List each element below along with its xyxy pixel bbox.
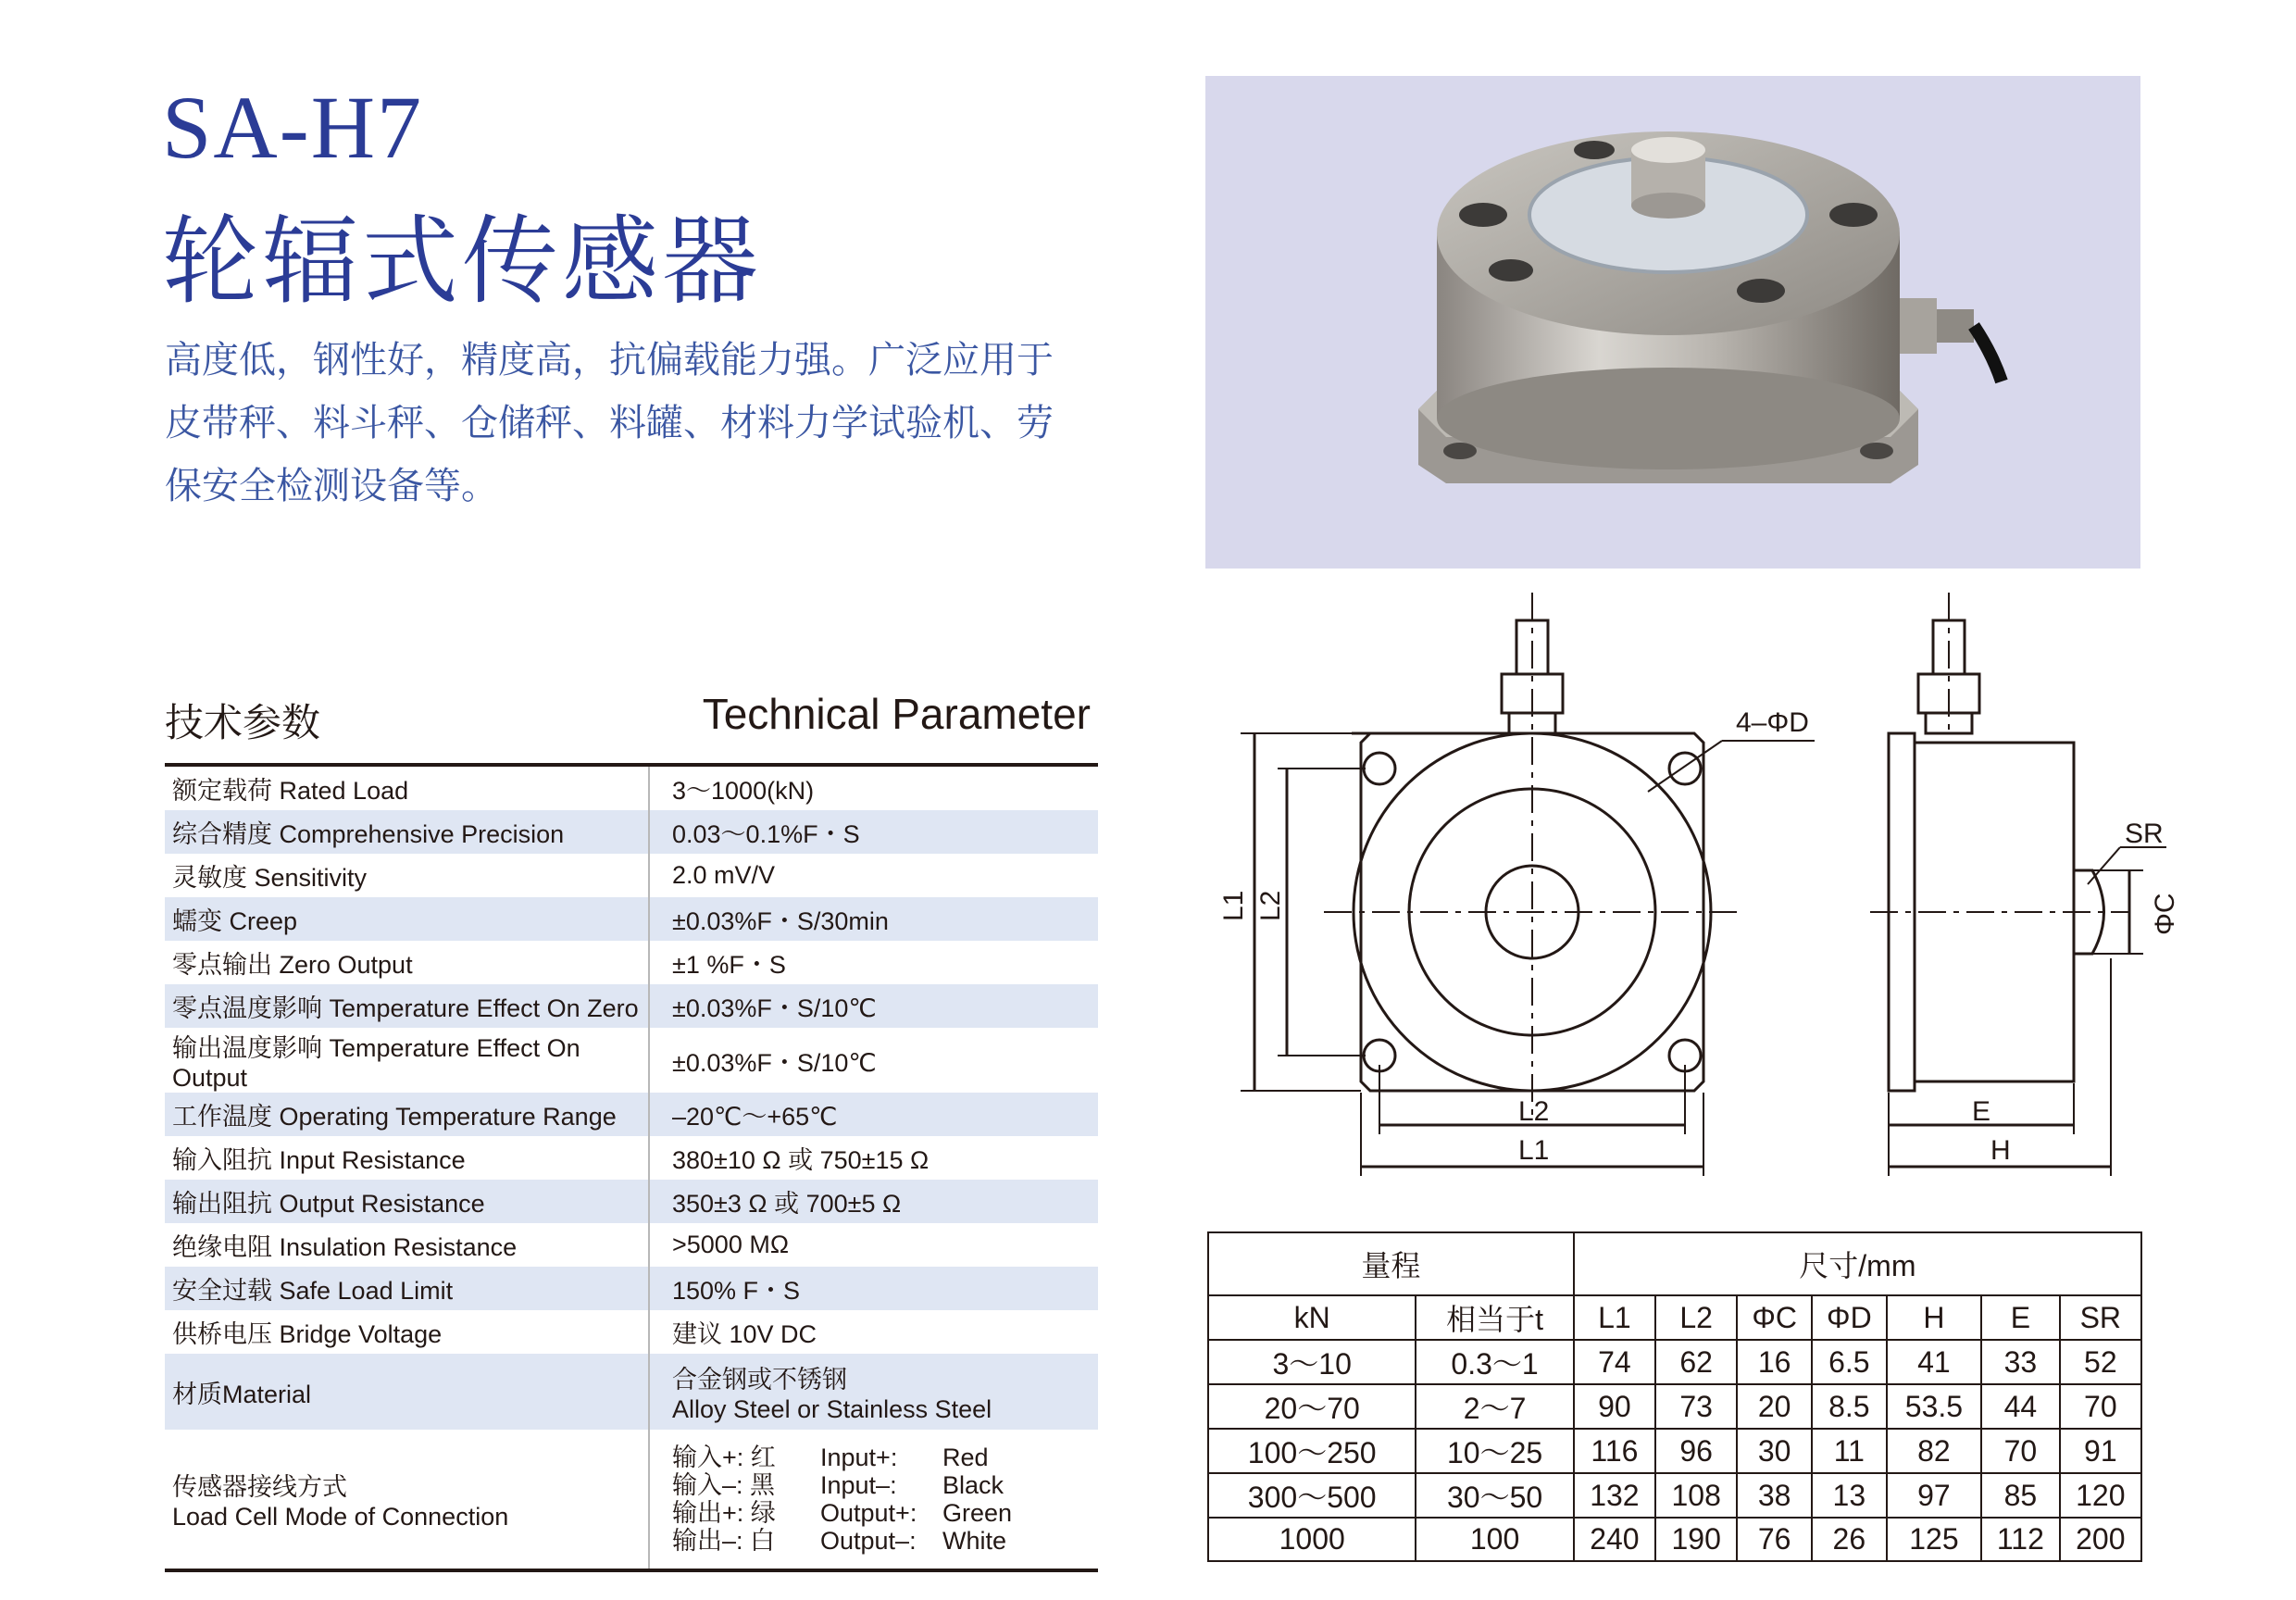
table-cell: 240	[1574, 1518, 1655, 1561]
load-cell-image	[1205, 76, 2140, 569]
wire-en: Output–:	[820, 1527, 917, 1555]
column-header: L1	[1574, 1295, 1655, 1340]
table-cell: 53.5	[1887, 1384, 1981, 1429]
table-cell: 30	[1737, 1429, 1812, 1473]
dim-group-header	[1208, 1232, 2141, 1295]
dim-SR: SR	[2125, 819, 2164, 849]
column-header: H	[1887, 1295, 1981, 1340]
wiring-label	[165, 1430, 649, 1570]
wire-cn: 输入+: 红	[672, 1444, 776, 1471]
param-row	[165, 1093, 1098, 1136]
dim-L2-horizontal: L2	[1518, 1096, 1550, 1127]
table-cell: 16	[1737, 1340, 1812, 1384]
table-cell: 125	[1887, 1518, 1981, 1561]
table-cell: 11	[1812, 1429, 1887, 1473]
front-view	[1241, 593, 1815, 1176]
wire-cn: 输出–: 白	[672, 1527, 776, 1555]
side-view	[1870, 593, 2166, 1176]
table-cell: 38	[1737, 1473, 1812, 1518]
description-line: 保安全检测设备等。	[165, 465, 498, 507]
table-cell: 70	[1981, 1429, 2059, 1473]
column-header: kN	[1208, 1295, 1416, 1340]
wire-en: Input–:	[820, 1471, 897, 1499]
table-row	[1208, 1384, 2141, 1429]
dimension-table	[1207, 1231, 2142, 1562]
wire-color: Black	[942, 1471, 1004, 1499]
wire-en: Output+:	[820, 1499, 917, 1527]
wiring-label-cn: 传感器接线方式	[172, 1473, 347, 1501]
param-row	[165, 1310, 1098, 1354]
column-header: L2	[1655, 1295, 1737, 1340]
size-group-header: 尺寸/mm	[1574, 1232, 2141, 1295]
table-cell: 8.5	[1812, 1384, 1887, 1429]
param-row	[165, 941, 1098, 984]
param-value: 0.03～0.1%F・S	[649, 810, 1098, 854]
param-value: ±0.03%F・S/30min	[649, 897, 1098, 941]
param-row	[165, 1180, 1098, 1223]
param-label: 绝缘电阻 Insulation Resistance	[165, 1223, 649, 1267]
table-cell: 74	[1574, 1340, 1655, 1384]
model-title: SA-H7	[162, 78, 424, 177]
table-cell: 62	[1655, 1340, 1737, 1384]
table-cell: 3～10	[1208, 1340, 1416, 1384]
table-cell: 120	[2060, 1473, 2141, 1518]
table-cell: 90	[1574, 1384, 1655, 1429]
column-header: E	[1981, 1295, 2059, 1340]
param-label: 蠕变 Creep	[165, 897, 649, 941]
table-cell: 100～250	[1208, 1429, 1416, 1473]
table-cell: 132	[1574, 1473, 1655, 1518]
table-cell: 96	[1655, 1429, 1737, 1473]
column-header: ΦD	[1812, 1295, 1887, 1340]
param-value: ±0.03%F・S/10℃	[649, 984, 1098, 1028]
param-label: 工作温度 Operating Temperature Range	[165, 1093, 649, 1136]
table-cell: 33	[1981, 1340, 2059, 1384]
table-cell: 100	[1416, 1518, 1573, 1561]
wiring-value	[649, 1430, 1098, 1570]
param-row	[165, 1223, 1098, 1267]
table-cell: 91	[2060, 1429, 2141, 1473]
table-cell: 73	[1655, 1384, 1737, 1429]
param-value: 150% F・S	[649, 1267, 1098, 1310]
wire-cn: 输出+: 绿	[672, 1499, 776, 1527]
param-value: 建议 10V DC	[672, 1320, 817, 1348]
table-cell: 76	[1737, 1518, 1812, 1561]
product-description	[165, 329, 1128, 518]
wire-color: White	[942, 1527, 1007, 1555]
column-header: SR	[2060, 1295, 2141, 1340]
param-row	[165, 765, 1098, 810]
param-row	[165, 854, 1098, 897]
column-header: 相当于t	[1416, 1295, 1573, 1340]
table-cell: 20～70	[1208, 1384, 1416, 1429]
table-cell: 30～50	[1416, 1473, 1573, 1518]
table-cell: 0.3～1	[1416, 1340, 1573, 1384]
material-value-en: Alloy Steel or Stainless Steel	[672, 1395, 992, 1423]
param-row	[165, 1028, 1098, 1093]
table-cell: 97	[1887, 1473, 1981, 1518]
material-label: 材质Material	[165, 1354, 649, 1430]
table-cell: 10～25	[1416, 1429, 1573, 1473]
wire-cn: 输入–: 黑	[672, 1471, 776, 1499]
param-value: ±1 %F・S	[672, 951, 786, 979]
param-value: 2.0 mV/V	[672, 861, 776, 889]
param-row	[165, 810, 1098, 854]
material-value	[649, 1354, 1098, 1430]
wire-color: Green	[942, 1499, 1013, 1527]
table-cell: 1000	[1208, 1518, 1416, 1561]
param-row	[165, 1136, 1098, 1180]
param-label: 供桥电压 Bridge Voltage	[165, 1310, 649, 1354]
table-cell: 300～500	[1208, 1473, 1416, 1518]
param-label: 安全过载 Safe Load Limit	[165, 1267, 649, 1310]
param-label: 综合精度 Comprehensive Precision	[165, 810, 649, 854]
param-label: 额定载荷 Rated Load	[165, 765, 649, 810]
table-row	[1208, 1429, 2141, 1473]
description-line: 皮带秤、料斗秤、仓储秤、料罐、材料力学试验机、劳	[165, 402, 1054, 444]
wire-color: Red	[942, 1444, 989, 1471]
table-cell: 44	[1981, 1384, 2059, 1429]
dim-PhiC: ΦC	[2150, 893, 2180, 935]
table-cell: 6.5	[1812, 1340, 1887, 1384]
param-row	[165, 897, 1098, 941]
table-cell: 52	[2060, 1340, 2141, 1384]
param-label: 输出阻抗 Output Resistance	[165, 1180, 649, 1223]
param-label: 零点温度影响 Temperature Effect On Zero	[165, 984, 649, 1028]
table-row	[1208, 1473, 2141, 1518]
material-row	[165, 1354, 1098, 1430]
table-cell: 82	[1887, 1429, 1981, 1473]
description-line: 高度低，钢性好，精度高，抗偏载能力强。广泛应用于	[165, 339, 1054, 381]
table-cell: 112	[1981, 1518, 2059, 1561]
table-cell: 41	[1887, 1340, 1981, 1384]
table-cell: 200	[2060, 1518, 2141, 1561]
param-label: 灵敏度 Sensitivity	[165, 854, 649, 897]
param-label: 输出温度影响 Temperature Effect On Output	[165, 1028, 649, 1093]
table-cell: 13	[1812, 1473, 1887, 1518]
column-header: ΦC	[1737, 1295, 1812, 1340]
dim-L1-horizontal: L1	[1518, 1135, 1550, 1166]
hole-label: 4–ΦD	[1736, 707, 1809, 738]
param-value: ±0.03%F・S/10℃	[672, 1048, 877, 1077]
param-value: –20℃～+65℃	[649, 1093, 1098, 1136]
param-value: >5000 MΩ	[672, 1231, 790, 1258]
section-title-en: Technical Parameter	[702, 690, 1091, 738]
section-title-cn: 技术参数	[165, 700, 321, 745]
product-photo	[1205, 76, 2140, 569]
param-label: 零点输出 Zero Output	[165, 941, 649, 984]
table-cell: 70	[2060, 1384, 2141, 1429]
param-value: 3～1000(kN)	[672, 777, 815, 805]
table-cell: 116	[1574, 1429, 1655, 1473]
param-row	[165, 984, 1098, 1028]
range-group-header: 量程	[1208, 1232, 1574, 1295]
dim-column-header	[1208, 1295, 2141, 1340]
dim-E: E	[1972, 1096, 1991, 1127]
param-value: 350±3 Ω 或 700±5 Ω	[649, 1180, 1098, 1223]
wiring-row	[165, 1430, 1098, 1570]
table-cell: 108	[1655, 1473, 1737, 1518]
technical-drawing	[1204, 593, 2185, 1194]
dim-L1-vertical: L1	[1218, 890, 1249, 921]
table-row	[1208, 1518, 2141, 1561]
dim-H: H	[1990, 1135, 2011, 1166]
param-value: 380±10 Ω 或 750±15 Ω	[672, 1146, 930, 1174]
wiring-label-en: Load Cell Mode of Connection	[172, 1503, 509, 1531]
table-cell: 2～7	[1416, 1384, 1573, 1429]
product-name: 轮辐式传感器	[162, 205, 763, 318]
table-row	[1208, 1340, 2141, 1384]
table-cell: 20	[1737, 1384, 1812, 1429]
parameter-table	[165, 763, 1098, 1572]
table-cell: 85	[1981, 1473, 2059, 1518]
wire-en: Input+:	[820, 1444, 898, 1471]
table-cell: 190	[1655, 1518, 1737, 1561]
param-row	[165, 1267, 1098, 1310]
param-label: 输入阻抗 Input Resistance	[165, 1136, 649, 1180]
table-cell: 26	[1812, 1518, 1887, 1561]
dim-L2-vertical: L2	[1255, 890, 1286, 921]
material-value-cn: 合金钢或不锈钢	[672, 1366, 847, 1394]
